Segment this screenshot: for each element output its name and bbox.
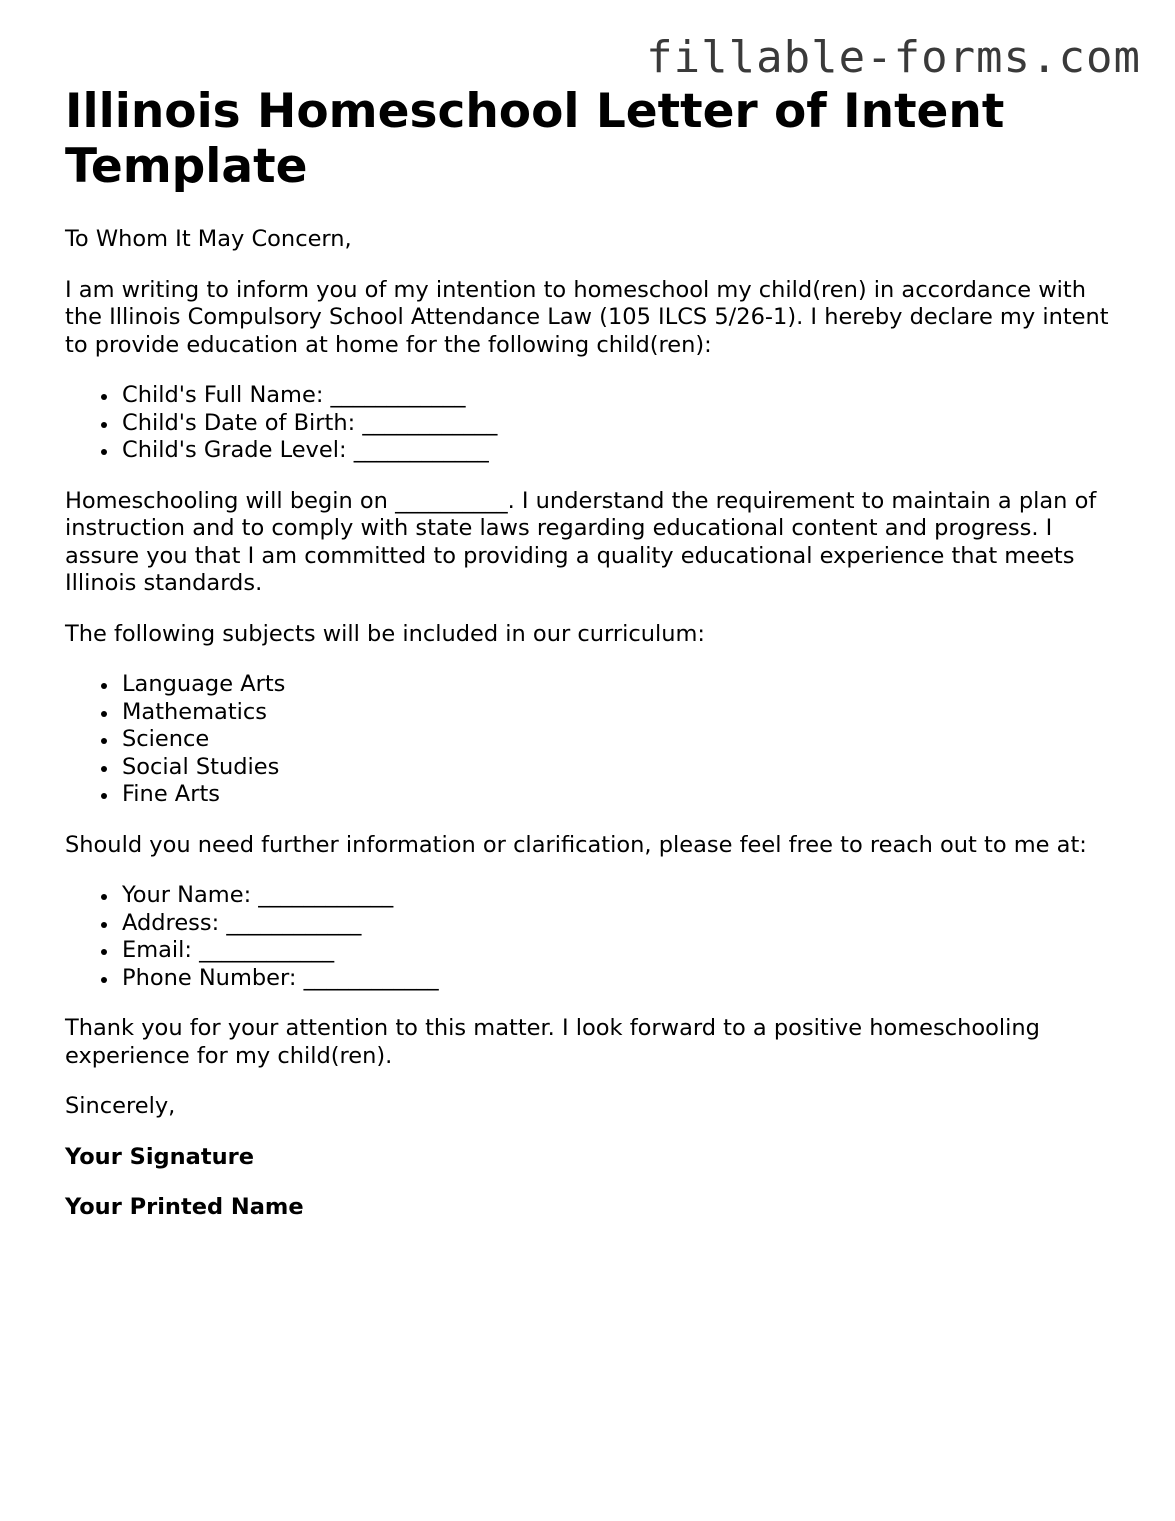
closing-paragraph: Thank you for your attention to this matter. I look forward to a positive homeschooling experience for my child(ren). bbox=[65, 1015, 1040, 1069]
child-full-name-field: Child's Full Name: ____________ bbox=[122, 382, 1125, 410]
signature-line: Your Signature bbox=[65, 1143, 254, 1170]
document-title: Illinois Homeschool Letter of Intent Template bbox=[65, 84, 1005, 194]
contact-intro: Should you need further information or clarification, please feel free to reach out to me at: bbox=[65, 831, 1087, 858]
printed-name-line: Your Printed Name bbox=[65, 1194, 304, 1220]
your-name-field: Your Name: ____________ bbox=[122, 882, 1125, 910]
subjects-intro: The following subjects will be included in our curriculum: bbox=[65, 620, 705, 647]
subject-item: Mathematics bbox=[122, 699, 1125, 727]
intro-paragraph: I am writing to inform you of my intention to homeschool my child(ren) in accordance with the Illinois Compulsory School Attendance Law (105 ILCS 5/26-1). I hereby declare my intent to provide education at home for the following child(ren): bbox=[65, 276, 1109, 358]
subject-item: Fine Arts bbox=[122, 781, 1125, 809]
sign-off: Sincerely, bbox=[65, 1093, 176, 1119]
phone-number-field: Phone Number: ____________ bbox=[122, 965, 1125, 993]
address-field: Address: ____________ bbox=[122, 910, 1125, 938]
subject-item: Science bbox=[122, 726, 1125, 754]
subjects-list bbox=[65, 671, 1125, 809]
begin-date-paragraph: Homeschooling will begin on __________. I understand the requirement to maintain a plan of instruction and to comply with state laws regarding educational content and progress. I assure you that I am committed to providing a quality educational experience that meets Illinois standards. bbox=[65, 487, 1097, 596]
watermark: fillable-forms.com bbox=[646, 32, 1141, 83]
greeting: To Whom It May Concern, bbox=[65, 226, 352, 252]
child-info-list bbox=[65, 382, 1125, 465]
subject-item: Social Studies bbox=[122, 754, 1125, 782]
subject-item: Language Arts bbox=[122, 671, 1125, 699]
child-date-of-birth-field: Child's Date of Birth: ____________ bbox=[122, 410, 1125, 438]
document-body bbox=[65, 84, 1125, 1222]
email-field: Email: ____________ bbox=[122, 937, 1125, 965]
contact-info-list bbox=[65, 882, 1125, 992]
child-grade-level-field: Child's Grade Level: ____________ bbox=[122, 437, 1125, 465]
